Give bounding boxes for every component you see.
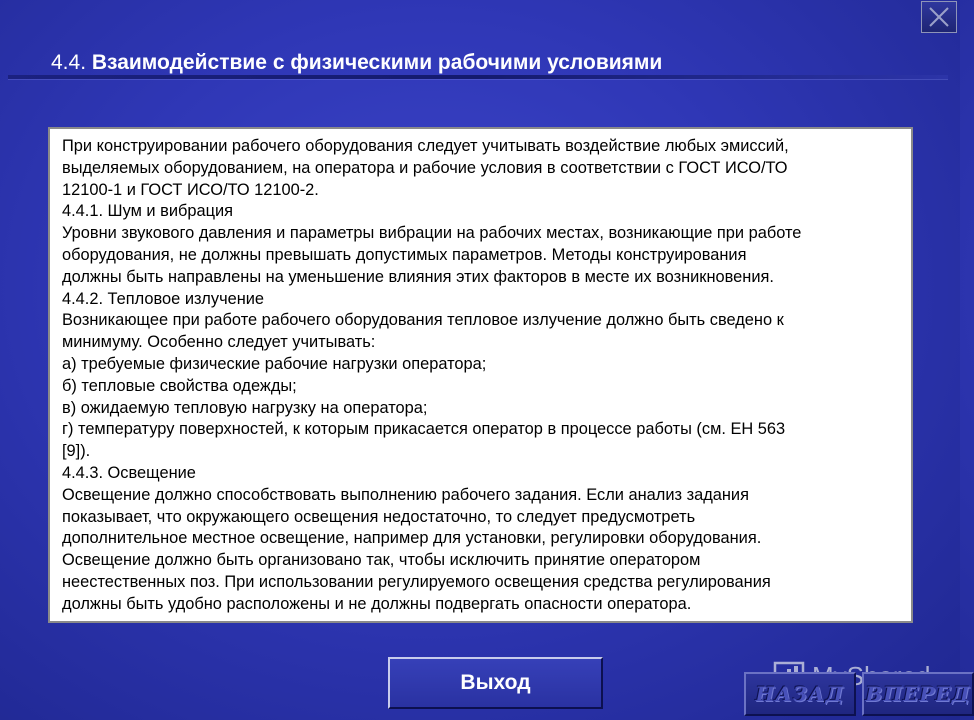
content-line: Освещение должно способствовать выполнению рабочего задания. Если анализ задания: [62, 485, 749, 504]
content-line: в) ожидаемую тепловую нагрузку на оператора;: [62, 398, 428, 417]
content-line: 4.4.1. Шум и вибрация: [62, 202, 234, 221]
content-line: 12100-1 и ГОСТ ИСО/ТО 12100-2.: [62, 180, 319, 199]
content-line: 4.4.3. Освещение: [62, 463, 196, 482]
content-line: г) температуру поверхностей, к которым прикасается оператор в процессе работы (см. ЕН 563: [62, 420, 786, 439]
section-number: 4.4.: [51, 51, 87, 74]
content-line: При конструировании рабочего оборудования следует учитывать воздействие любых эмиссий,: [62, 137, 789, 155]
exit-button[interactable]: Выход: [388, 657, 603, 709]
content-line: Возникающее при работе рабочего оборудования тепловое излучение должно быть сведено к: [62, 311, 784, 330]
content-line: должны быть направлены на уменьшение влияния этих факторов в месте их возникновения.: [62, 267, 774, 286]
content-panel: [48, 127, 913, 623]
content-line: дополнительное местное освещение, например для установки, регулировки оборудования.: [62, 529, 762, 548]
content-line: выделяемых оборудованием, на оператора и рабочие условия в соответствии с ГОСТ ИСО/ТО: [62, 158, 788, 177]
content-line: а) требуемые физические рабочие нагрузки оператора;: [62, 354, 487, 373]
content-line: б) тепловые свойства одежды;: [62, 376, 297, 395]
section-title: Взаимодействие с физическими рабочими условиями: [91, 51, 663, 74]
close-icon: [922, 2, 956, 32]
content-line: должны быть удобно расположены и не должны подвергать опасности оператора.: [62, 594, 692, 613]
content-line: показывает, что окружающего освещения недостаточно, то следует предусмотреть: [62, 507, 696, 526]
content-line: оборудования, не должны превышать допустимых параметров. Методы конструирования: [62, 245, 747, 264]
content-line: Освещение должно быть организовано так, чтобы исключить принятие оператором: [62, 551, 701, 570]
content-line: неестественных поз. При использовании регулируемого освещения средства регулирования: [62, 572, 771, 591]
close-button[interactable]: [921, 1, 957, 33]
content-line: 4.4.2. Тепловое излучение: [62, 289, 265, 308]
content-line: минимуму. Особенно следует учитывать:: [62, 333, 376, 352]
forward-button[interactable]: ВПЕРЕД: [862, 672, 974, 716]
back-button[interactable]: НАЗАД: [744, 672, 856, 716]
content-line: Уровни звукового давления и параметры вибрации на рабочих местах, возникающие при работе: [62, 224, 802, 243]
title-divider: [8, 75, 948, 79]
content-line: [9]).: [62, 442, 91, 461]
slide-title: [51, 49, 671, 76]
